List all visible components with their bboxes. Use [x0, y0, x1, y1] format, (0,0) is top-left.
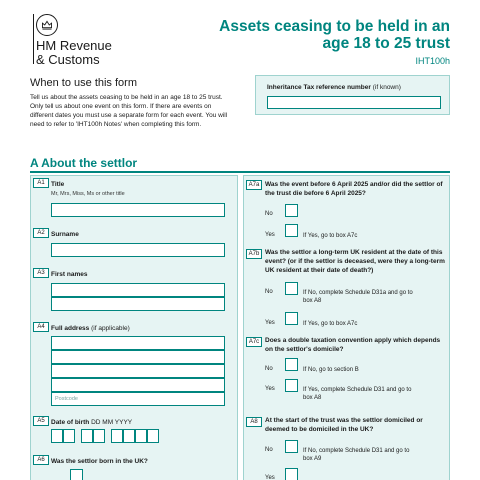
dob-y1[interactable] [111, 429, 123, 443]
first-names-input-1[interactable] [51, 283, 225, 297]
label-a7b: Was the settlor a long-term UK resident at the date of this event? (or if the settlor is deceased, were they a long-term UK resident at their date of death?) [265, 249, 445, 274]
dob-m2[interactable] [93, 429, 105, 443]
label-a8: At the start of the trust was the settlor domiciled or deemed to be domiciled in the UK? [265, 417, 423, 433]
a7a-no-label: No [265, 211, 273, 217]
qnum-a5: A5 [33, 416, 49, 426]
logo-line2: & Customs [36, 52, 100, 67]
intro-text: Tell us about the assets ceasing to be held in an age 18 to 25 trust. Only tell us about one event on this form. If there are events on different dates you must use a separate form for each event. You will need to refer to 'IHT100h Notes' when completing this form. [30, 94, 228, 128]
a7b-yes-checkbox[interactable] [285, 312, 298, 325]
logo-line1: HM Revenue [36, 38, 112, 53]
a8-yes-checkbox[interactable] [285, 468, 298, 480]
address-line-1[interactable] [51, 336, 225, 350]
form-title: Assets ceasing to be held in an age 18 to 25 trust [219, 18, 450, 52]
dob-y3[interactable] [135, 429, 147, 443]
address-line-4[interactable] [51, 378, 225, 392]
title-hint: Mr, Mrs, Miss, Ms or other title [51, 191, 125, 197]
qnum-a3: A3 [33, 268, 49, 278]
title-input[interactable] [51, 203, 225, 217]
dob-y2[interactable] [123, 429, 135, 443]
qnum-a7c: A7c [246, 337, 262, 347]
qnum-a7b: A7b [246, 249, 262, 259]
logo-rule [33, 14, 34, 64]
first-names-input-2[interactable] [51, 297, 225, 311]
a7c-no-label: No [265, 366, 273, 372]
a7b-no-checkbox[interactable] [285, 282, 298, 295]
qnum-a6: A6 [33, 455, 49, 465]
a7c-yes-checkbox[interactable] [285, 379, 298, 392]
a7c-yes-label: Yes [265, 386, 275, 392]
qnum-a8: A8 [246, 417, 262, 427]
crown-crest-icon [36, 14, 58, 36]
a7a-yes-checkbox[interactable] [285, 224, 298, 237]
a7b-no-label: No [265, 289, 273, 295]
form-code: IHT100h [415, 56, 450, 66]
dob-m1[interactable] [81, 429, 93, 443]
a7c-no-hint: If No, go to section B [303, 367, 359, 373]
intro-heading: When to use this form [30, 77, 137, 89]
a8-no-label: No [265, 447, 273, 453]
surname-input[interactable] [51, 243, 225, 257]
a7a-no-checkbox[interactable] [285, 204, 298, 217]
qnum-a7a: A7a [246, 180, 262, 190]
address-line-3[interactable] [51, 364, 225, 378]
label-a7c: Does a double taxation convention apply which depends on the settlor's domicile? [265, 337, 441, 353]
a7a-yes-label: Yes [265, 232, 275, 238]
qnum-a2: A2 [33, 228, 49, 238]
label-dob: Date of birth DD MM YYYY [51, 419, 133, 426]
a8-no-checkbox[interactable] [285, 440, 298, 453]
ref-label: Inheritance Tax reference number (if known) [267, 84, 401, 91]
a7c-no-checkbox[interactable] [285, 358, 298, 371]
label-a7a: Was the event before 6 April 2025 and/or did the settlor of the trust die before 6 April 2025? [265, 181, 443, 197]
dob-d1[interactable] [51, 429, 63, 443]
label-address: Full address (if applicable) [51, 325, 130, 332]
a7b-no-hint: If No, complete Schedule D31a and go to box A8 [303, 290, 413, 304]
a7c-yes-hint: If Yes, complete Schedule D31 and go to box A8 [303, 387, 412, 401]
a7b-yes-hint: If Yes, go to box A7c [303, 321, 358, 327]
label-first-names: First names [51, 271, 88, 278]
born-uk-checkbox[interactable] [70, 469, 83, 480]
dob-d2[interactable] [63, 429, 75, 443]
section-title: A About the settlor [30, 156, 138, 170]
label-surname: Surname [51, 231, 79, 238]
a8-no-hint: If No, complete Schedule D31 and go to box A9 [303, 448, 410, 462]
address-line-2[interactable] [51, 350, 225, 364]
qnum-a4: A4 [33, 322, 49, 332]
postcode-input[interactable]: Postcode [51, 392, 225, 406]
label-born-uk: Was the settlor born in the UK? [51, 458, 148, 465]
label-title: Title [51, 181, 65, 188]
a8-yes-label: Yes [265, 475, 275, 480]
ref-number-input[interactable] [267, 96, 441, 109]
section-rule [30, 171, 450, 173]
ref-panel [255, 75, 450, 115]
dob-y4[interactable] [147, 429, 159, 443]
qnum-a1: A1 [33, 178, 49, 188]
a7b-yes-label: Yes [265, 320, 275, 326]
a7a-yes-hint: If Yes, go to box A7c [303, 233, 358, 239]
